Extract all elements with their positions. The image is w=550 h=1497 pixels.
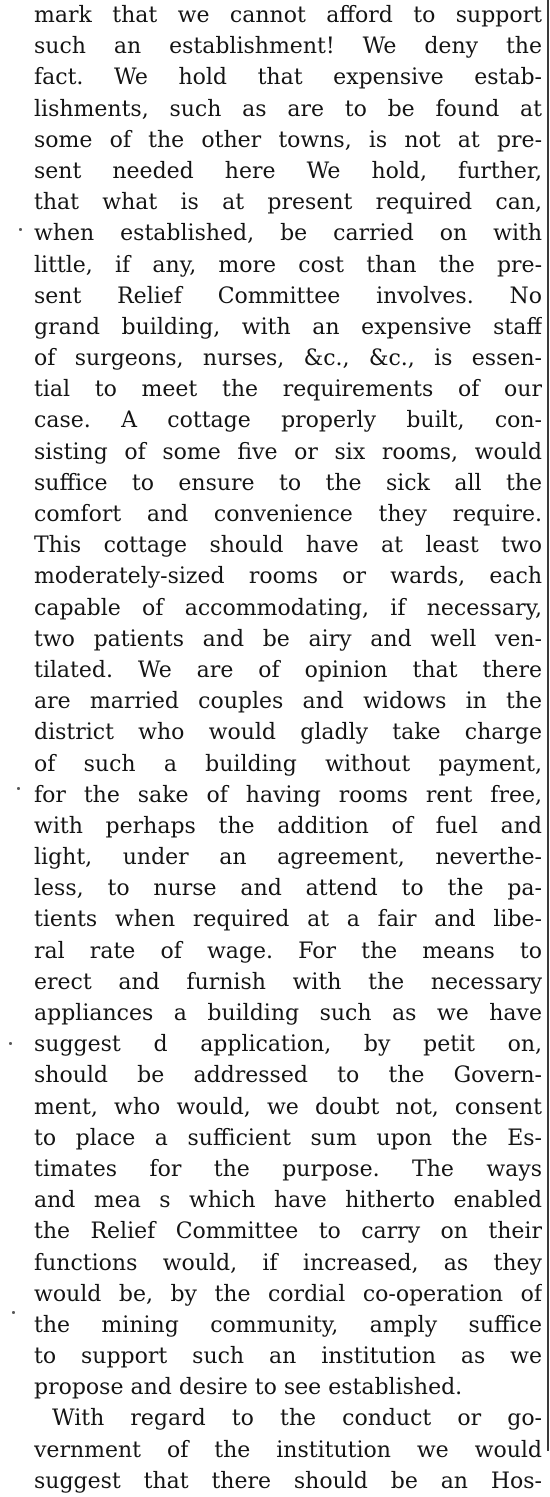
article-line: This cottage should have at least two — [34, 533, 542, 559]
article-line: the mining community, amply suffice — [34, 1312, 542, 1338]
article-line: suggest d application, by petit on, — [34, 1032, 542, 1058]
article-line: when established, be carried on with — [34, 221, 542, 247]
article-line: fact. We hold that expensive estab- — [34, 65, 542, 91]
article-line: for the sake of having rooms rent free, — [34, 782, 542, 808]
article-line: With regard to the conduct or go- — [52, 1406, 542, 1432]
article-line: such an establishment! We deny the — [34, 34, 542, 60]
article-line: tial to meet the requirements of our — [34, 377, 542, 403]
article-line: timates for the purpose. The ways — [34, 1156, 542, 1182]
article-column — [34, 0, 542, 1497]
article-line: mark that we cannot afford to support — [34, 3, 542, 28]
article-line: and mea s which have hitherto enabled — [34, 1188, 542, 1214]
article-line: erect and furnish with the necessary — [34, 969, 542, 995]
article-line: tilated. We are of opinion that there — [34, 657, 542, 683]
article-line: comfort and convenience they require. — [34, 502, 542, 527]
article-line: of surgeons, nurses, &c., &c., is essen- — [34, 346, 542, 372]
article-line: suggest that there should be an Hos- — [34, 1468, 542, 1494]
print-speck — [9, 1042, 12, 1045]
article-line: little, if any, more cost than the pre- — [34, 252, 542, 278]
article-line: the Relief Committee to carry on their — [34, 1219, 542, 1245]
article-line: sent needed here We hold, further, — [34, 158, 542, 184]
article-line: appliances a building such as we have — [34, 1001, 542, 1026]
article-line: sisting of some five or six rooms, would — [34, 439, 542, 465]
article-line: with perhaps the addition of fuel and — [34, 813, 542, 839]
article-line: less, to nurse and attend to the pa- — [34, 876, 542, 902]
article-line: should be addressed to the Govern- — [34, 1063, 542, 1089]
article-line: that what is at present required can, — [34, 190, 542, 216]
article-line: would be, by the cordial co-operation of — [34, 1281, 542, 1307]
article-line: capable of accommodating, if necessary, — [34, 595, 542, 621]
article-line: propose and desire to see established. — [34, 1375, 463, 1401]
article-line: moderately-sized rooms or wards, each — [34, 564, 542, 590]
article-line: some of the other towns, is not at pre- — [34, 127, 542, 153]
article-line: to support such an institution as we — [34, 1344, 542, 1370]
article-line: district who would gladly take charge — [34, 720, 542, 746]
article-line: of such a building without payment, — [34, 751, 542, 777]
print-speck — [17, 787, 20, 790]
article-line: suffice to ensure to the sick all the — [34, 470, 542, 496]
article-line: case. A cottage properly built, con- — [34, 408, 542, 434]
print-speck — [12, 1311, 15, 1314]
article-line: tients when required at a fair and libe- — [34, 907, 542, 933]
article-line: functions would, if increased, as they — [34, 1250, 542, 1276]
article-line: light, under an agreement, neverthe- — [34, 845, 542, 871]
article-line: two patients and be airy and well ven- — [34, 626, 542, 652]
article-line: sent Relief Committee involves. No — [34, 283, 542, 309]
article-line: are married couples and widows in the — [34, 689, 542, 715]
article-line: to place a sufficient sum upon the Es- — [34, 1125, 542, 1151]
article-line: grand building, with an expensive staff — [34, 314, 542, 340]
print-speck — [19, 228, 22, 231]
article-line: vernment of the institution we would — [34, 1437, 542, 1463]
article-line: ment, who would, we doubt not, consent — [34, 1094, 542, 1120]
article-line: lishments, such as are to be found at — [34, 96, 542, 122]
column-rule — [547, 0, 549, 1451]
article-line: ral rate of wage. For the means to — [34, 938, 542, 964]
